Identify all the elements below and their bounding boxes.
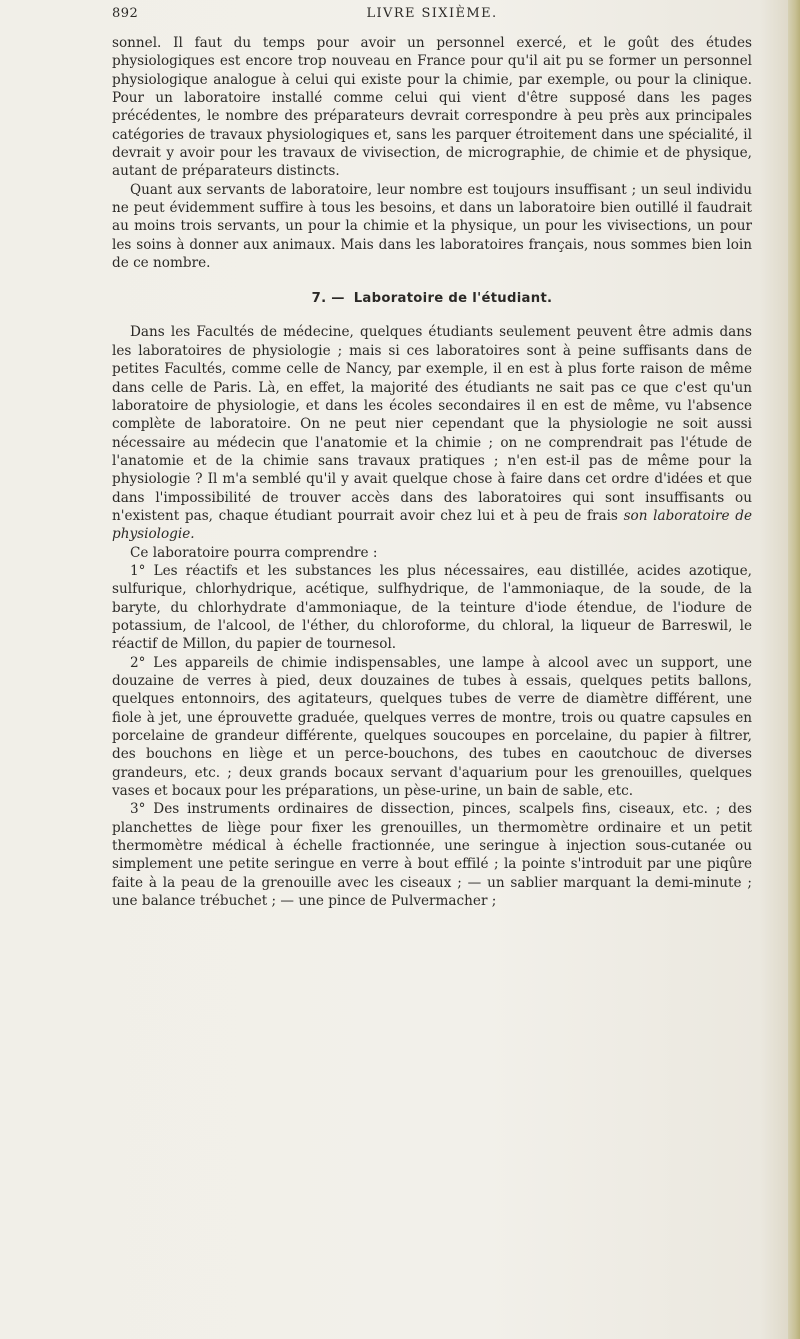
list-item-appareils: 2° Les appareils de chimie indispensables, une lampe à alcool avec un support, une douzaine de verres à pied, deux douzaines de tubes à essais, quelques petits ballons, quelques entonnoirs, des agitateurs, quelques tubes de verre de diamètre différent, une fiole à jet, une éprouvette graduée, quelques verres de montre, trois ou quatre capsules en porcelaine de grandeur différente, quelques soucoupes en porcelaine, du papier à filtrer, des bouchons en liège et un perce-bouchons, des tubes en caoutchouc de diverses grandeurs, etc. ; deux grands bocaux servant d'aquarium pour les grenouilles, quelques vases et bocaux pour les préparations, un pèse-urine, un bain de sable, etc. <box>112 654 752 800</box>
list-item-reactifs: 1° Les réactifs et les substances les plus nécessaires, eau distillée, acides azotique, sulfurique, chlorhydrique, acétique, sulfhydrique, de l'ammoniaque, de la soude, de la baryte, du chlorhydrate d'ammoniaque, de la teinture d'iode étendue, de l'iodure de potassium, de l'alcool, de l'éther, du chloroforme, du chloral, la liqueur de Barreswil, le réactif de Millon, du papier de tournesol. <box>112 562 752 653</box>
paragraph-facultes-text: Dans les Facultés de médecine, quelques étudiants seulement peuvent être admis dans les laboratoires de physiologie ; mais si ces laboratoires sont à peine suffisants dans de petites Facultés, comme celle de Nancy, par exemple, il en est à plus forte raison de même dans celle de Paris. Là, en effet, la majorité des étudiants ne sait pas ce que c'est qu'un laboratoire de physiologie, et dans les écoles secondaires il en est de même, vu l'absence complète de laboratoire. On ne peut nier cependant que la physiologie ne soit aussi nécessaire au médecin que l'anatomie et la chimie ; on ne comprendrait pas l'étude de l'anatomie et de la chimie sans travaux pratiques ; n'en est-il pas de même pour la physiologie ? Il m'a semblé qu'il y avait quelque chose à faire dans cet ordre d'idées et que dans l'impossibilité de trouver accès dans des laboratoires qui sont insuffisants ou n'existent pas, chaque étudiant pourrait avoir chez lui et à peu de frais <box>112 324 752 524</box>
section-title: Laboratoire de l'étudiant. <box>353 291 553 307</box>
page-body <box>112 34 752 910</box>
list-item-instruments: 3° Des instruments ordinaires de dissection, pinces, scalpels fins, ciseaux, etc. ; des planchettes de liège pour fixer les grenouilles, un thermomètre ordinaire et un petit thermomètre médical à échelle fractionnée, une seringue à injection sous-cutanée ou simplement une petite seringue en verre à bout effilé ; la pointe s'introduit par une piqûre faite à la peau de la grenouille avec les ciseaux ; — un sablier marquant la demi-minute ; une balance trébuchet ; — une pince de Pulvermacher ; <box>112 801 752 910</box>
paragraph-intro-list: Ce laboratoire pourra comprendre : <box>130 544 378 561</box>
paragraph-facultes <box>112 323 752 543</box>
paragraph-servants: Quant aux servants de laboratoire, leur nombre est toujours insuffisant ; un seul individu ne peut évidemment suffire à tous les besoins, et dans un laboratoire bien outillé il faudrait au moins trois servants, un pour la chimie et la physique, un pour les vivisections, un pour les soins à donner aux animaux. Mais dans les laboratoires français, nous sommes bien loin de ce nombre. <box>112 181 752 272</box>
section-number: 7. — <box>311 291 345 307</box>
paragraph-personnel: sonnel. Il faut du temps pour avoir un personnel exercé, et le goût des études physiologiques est encore trop nouveau en France pour qu'il ait pu se former un personnel physiologique analogue à celui qui existe pour la chimie, par exemple, ou pour la clinique. Pour un laboratoire installé comme celui qui vient d'être supposé dans les pages précédentes, le nombre des préparateurs devrait correspondre à peu près aux principales catégories de travaux physiologiques et, sans les parquer étroitement dans une spécialité, il devrait y avoir pour les travaux de vivisection, de micrographie, de chimie et de physique, autant de préparateurs distincts. <box>112 35 752 180</box>
section-heading <box>112 291 752 306</box>
page-number: 892 <box>112 6 139 21</box>
running-title: LIVRE SIXIÈME. <box>366 6 498 21</box>
page-edge <box>788 0 800 1339</box>
paragraph-facultes-italic: son laboratoire de physiologie. <box>112 507 752 543</box>
page-header <box>112 6 752 28</box>
